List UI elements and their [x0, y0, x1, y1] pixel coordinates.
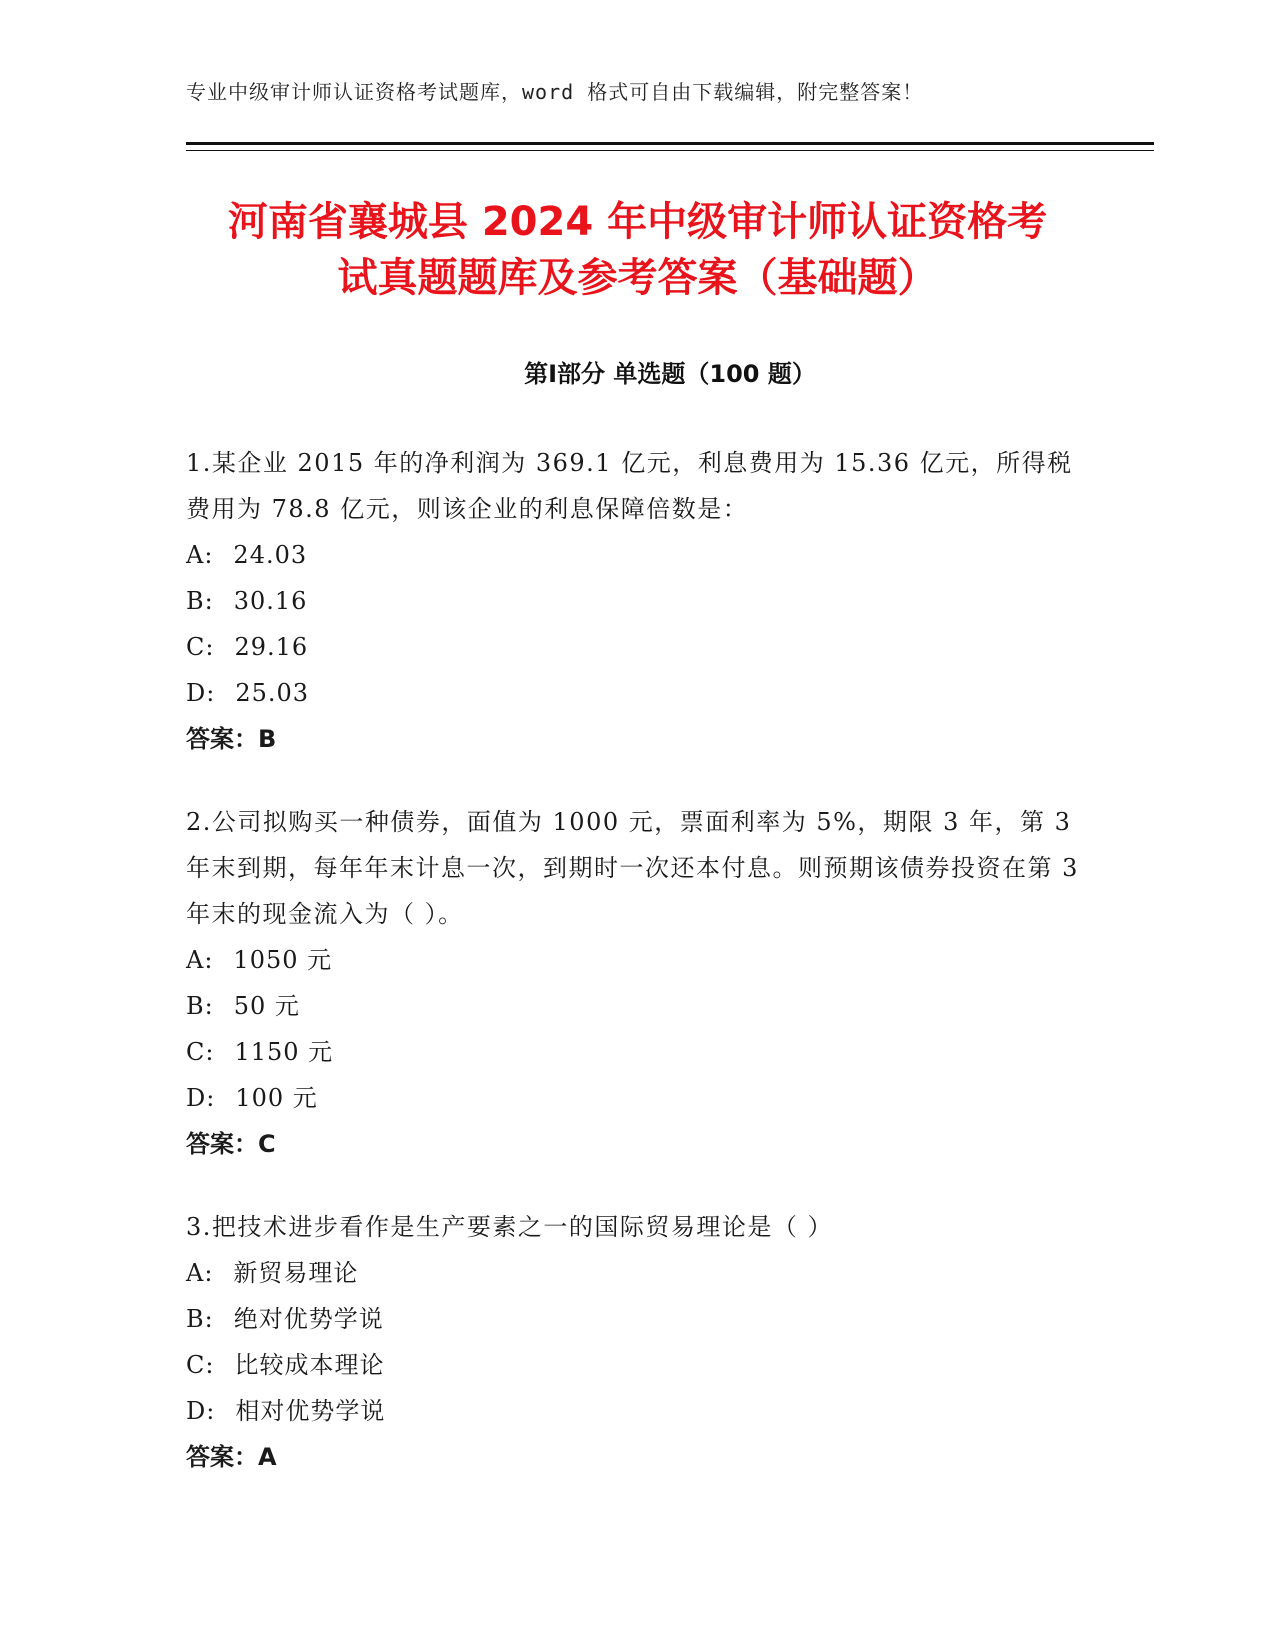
section-heading: 第Ⅰ部分 单选题（100 题）	[524, 360, 816, 388]
option-text: 29.16	[234, 633, 309, 661]
option-d	[186, 670, 1086, 716]
option-text: 25.03	[235, 679, 310, 707]
option-text: 1050 元	[233, 946, 333, 974]
answer: 答案：A	[186, 1443, 277, 1471]
option-a	[186, 532, 1086, 578]
option-c	[186, 624, 1086, 670]
answer: 答案：C	[186, 1130, 276, 1158]
header-rule-thick	[186, 142, 1154, 145]
option-d	[186, 1075, 1086, 1121]
option-letter: A:	[186, 1259, 214, 1287]
question-2	[186, 799, 1086, 1167]
option-letter: C:	[186, 633, 215, 661]
header-rule-thin	[186, 150, 1154, 151]
option-text: 100 元	[235, 1084, 318, 1112]
option-letter: A:	[186, 946, 214, 974]
answer: 答案：B	[186, 725, 277, 753]
option-text: 24.03	[233, 541, 308, 569]
option-letter: B:	[186, 1305, 214, 1333]
question-list	[186, 440, 1086, 1517]
question-1	[186, 440, 1086, 762]
option-letter: B:	[186, 587, 214, 615]
option-letter: A:	[186, 541, 214, 569]
option-letter: D:	[186, 1397, 216, 1425]
option-d	[186, 1388, 1086, 1434]
option-text: 新贸易理论	[233, 1259, 359, 1287]
option-a	[186, 1250, 1086, 1296]
question-text: 3.把技术进步看作是生产要素之一的国际贸易理论是（ ）	[186, 1213, 834, 1241]
option-letter: C:	[186, 1038, 215, 1066]
option-c	[186, 1342, 1086, 1388]
option-b	[186, 578, 1086, 624]
page-header-text: 专业中级审计师认证资格考试题库，word 格式可自由下载编辑，附完整答案！	[186, 80, 924, 104]
option-text: 比较成本理论	[234, 1351, 385, 1379]
option-text: 1150 元	[234, 1038, 334, 1066]
document-title-line-2: 试真题题库及参考答案（基础题）	[337, 255, 938, 301]
question-text: 2.公司拟购买一种债券，面值为 1000 元，票面利率为 5%，期限 3 年，第 3 年末到期，每年年末计息一次，到期时一次还本付息。则预期该债券投资在第 3 年末的现金流入为（ ）。	[186, 808, 1079, 928]
document-title-line-1: 河南省襄城县 2024 年中级审计师认证资格考	[227, 199, 1048, 245]
option-b	[186, 983, 1086, 1029]
option-letter: D:	[186, 1084, 216, 1112]
document-title	[120, 194, 1155, 306]
option-text: 30.16	[233, 587, 308, 615]
option-letter: D:	[186, 679, 216, 707]
option-text: 绝对优势学说	[233, 1305, 384, 1333]
option-letter: B:	[186, 992, 214, 1020]
question-text: 1.某企业 2015 年的净利润为 369.1 亿元，利息费用为 15.36 亿元，所得税费用为 78.8 亿元，则该企业的利息保障倍数是：	[186, 449, 1073, 523]
option-text: 相对优势学说	[235, 1397, 386, 1425]
option-letter: C:	[186, 1351, 215, 1379]
option-a	[186, 937, 1086, 983]
question-3	[186, 1204, 1086, 1480]
option-c	[186, 1029, 1086, 1075]
option-b	[186, 1296, 1086, 1342]
option-text: 50 元	[233, 992, 300, 1020]
